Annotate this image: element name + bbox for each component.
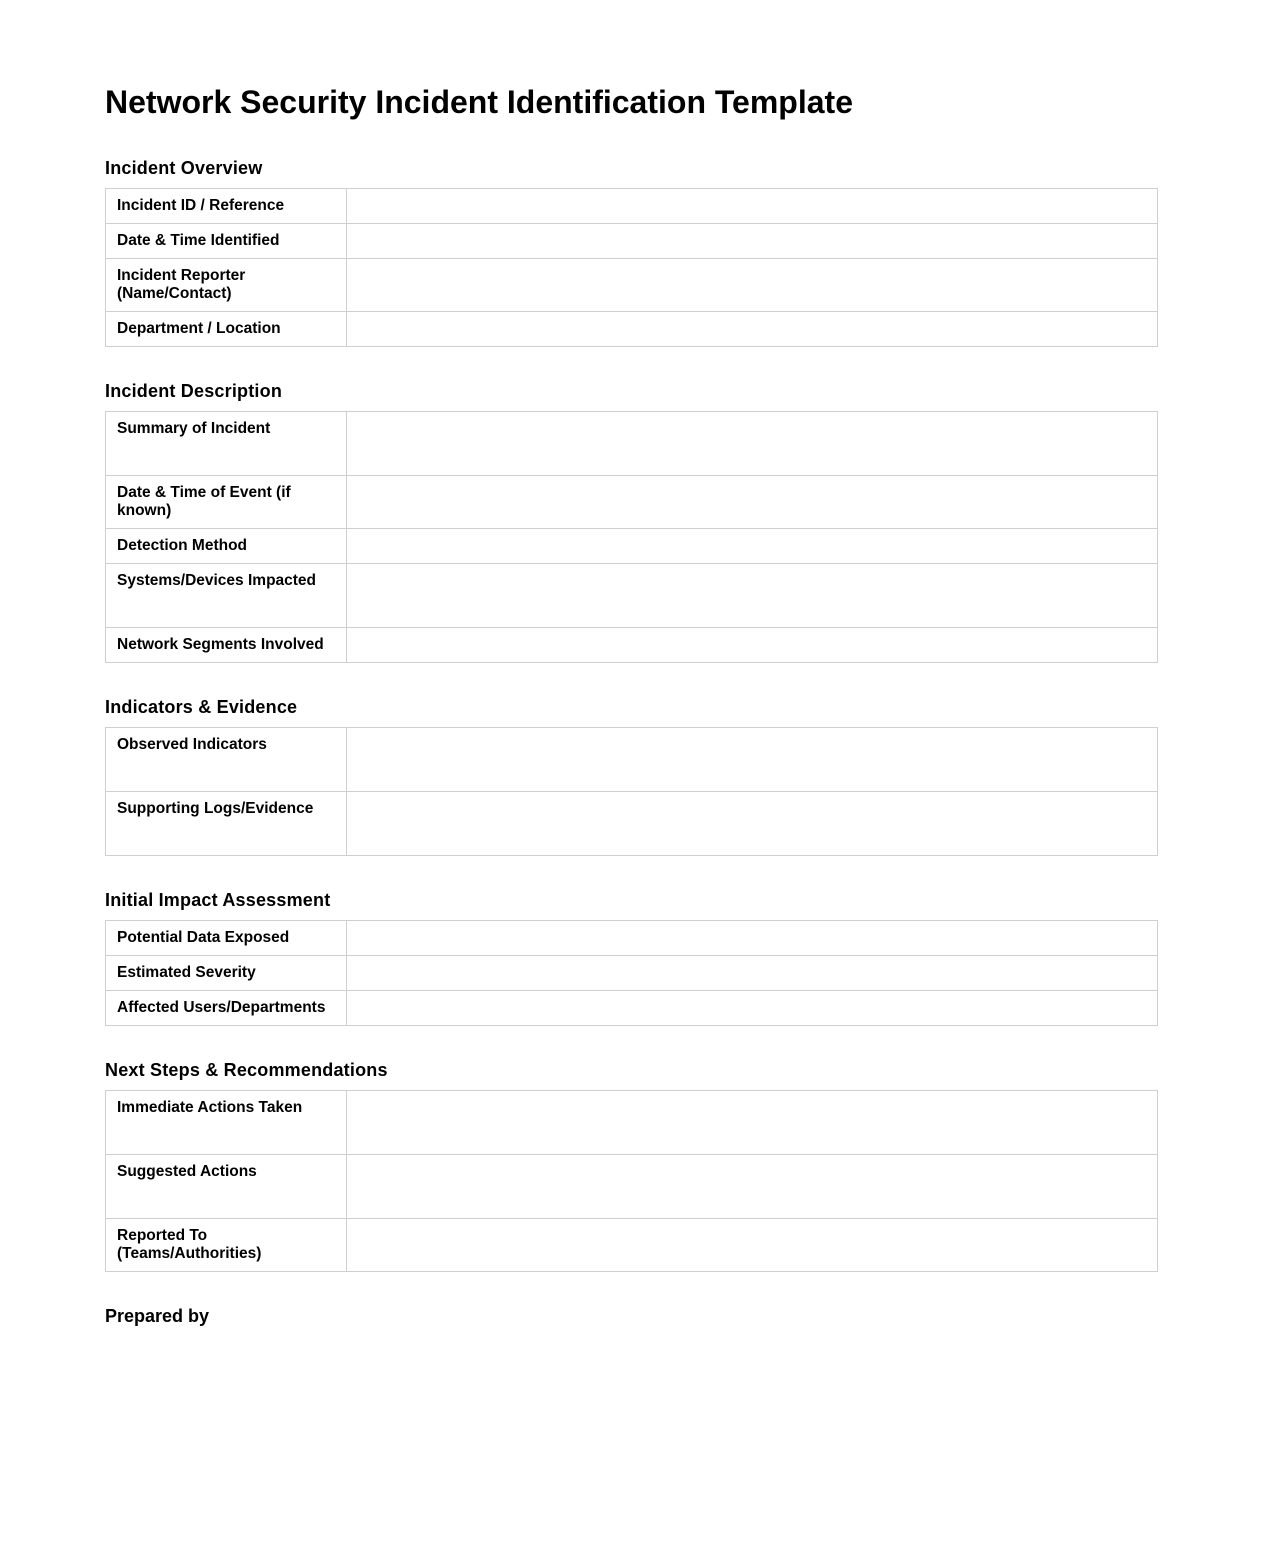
field-value[interactable] <box>347 189 1158 224</box>
form-row <box>106 529 1158 564</box>
field-label: Incident Reporter (Name/Contact) <box>106 259 347 312</box>
field-value[interactable] <box>347 956 1158 991</box>
field-label: Estimated Severity <box>106 956 347 991</box>
form-section <box>105 696 1158 856</box>
form-row <box>106 312 1158 347</box>
form-section <box>105 157 1158 347</box>
field-label: Reported To (Teams/Authorities) <box>106 1219 347 1272</box>
form-row <box>106 1155 1158 1219</box>
field-label: Immediate Actions Taken <box>106 1091 347 1155</box>
form-row <box>106 189 1158 224</box>
form-row <box>106 412 1158 476</box>
field-label: Summary of Incident <box>106 412 347 476</box>
section-heading: Initial Impact Assessment <box>105 890 331 910</box>
sections <box>105 157 1158 1272</box>
field-value[interactable] <box>347 259 1158 312</box>
field-label: Suggested Actions <box>106 1155 347 1219</box>
field-label: Department / Location <box>106 312 347 347</box>
form-section <box>105 1059 1158 1272</box>
form-section <box>105 889 1158 1026</box>
field-label: Affected Users/Departments <box>106 991 347 1026</box>
document-content <box>105 80 1158 1327</box>
field-value[interactable] <box>347 312 1158 347</box>
section-heading: Incident Description <box>105 381 283 401</box>
field-value[interactable] <box>347 1155 1158 1219</box>
field-label: Network Segments Involved <box>106 628 347 663</box>
form-row <box>106 564 1158 628</box>
form-table <box>105 1090 1158 1272</box>
field-value[interactable] <box>347 628 1158 663</box>
form-row <box>106 728 1158 792</box>
field-value[interactable] <box>347 476 1158 529</box>
field-label: Detection Method <box>106 529 347 564</box>
field-label: Observed Indicators <box>106 728 347 792</box>
form-row <box>106 956 1158 991</box>
form-row <box>106 991 1158 1026</box>
field-label: Incident ID / Reference <box>106 189 347 224</box>
field-label: Supporting Logs/Evidence <box>106 792 347 856</box>
page-title: Network Security Incident Identification Template <box>105 84 853 120</box>
section-heading: Incident Overview <box>105 158 263 178</box>
form-table <box>105 188 1158 347</box>
form-row <box>106 1219 1158 1272</box>
field-value[interactable] <box>347 529 1158 564</box>
form-row <box>106 921 1158 956</box>
field-label: Date & Time Identified <box>106 224 347 259</box>
field-label: Potential Data Exposed <box>106 921 347 956</box>
field-value[interactable] <box>347 564 1158 628</box>
form-row <box>106 476 1158 529</box>
field-value[interactable] <box>347 921 1158 956</box>
form-row <box>106 224 1158 259</box>
field-value[interactable] <box>347 224 1158 259</box>
form-row <box>106 628 1158 663</box>
form-section <box>105 380 1158 663</box>
section-heading: Indicators & Evidence <box>105 697 298 717</box>
form-table <box>105 411 1158 663</box>
field-value[interactable] <box>347 412 1158 476</box>
field-label: Systems/Devices Impacted <box>106 564 347 628</box>
field-value[interactable] <box>347 1219 1158 1272</box>
field-label: Date & Time of Event (if known) <box>106 476 347 529</box>
form-row <box>106 792 1158 856</box>
form-row <box>106 259 1158 312</box>
prepared-by-heading: Prepared by <box>105 1306 210 1326</box>
field-value[interactable] <box>347 792 1158 856</box>
field-value[interactable] <box>347 991 1158 1026</box>
field-value[interactable] <box>347 728 1158 792</box>
form-row <box>106 1091 1158 1155</box>
form-table <box>105 727 1158 856</box>
field-value[interactable] <box>347 1091 1158 1155</box>
form-table <box>105 920 1158 1026</box>
section-heading: Next Steps & Recommendations <box>105 1060 388 1080</box>
